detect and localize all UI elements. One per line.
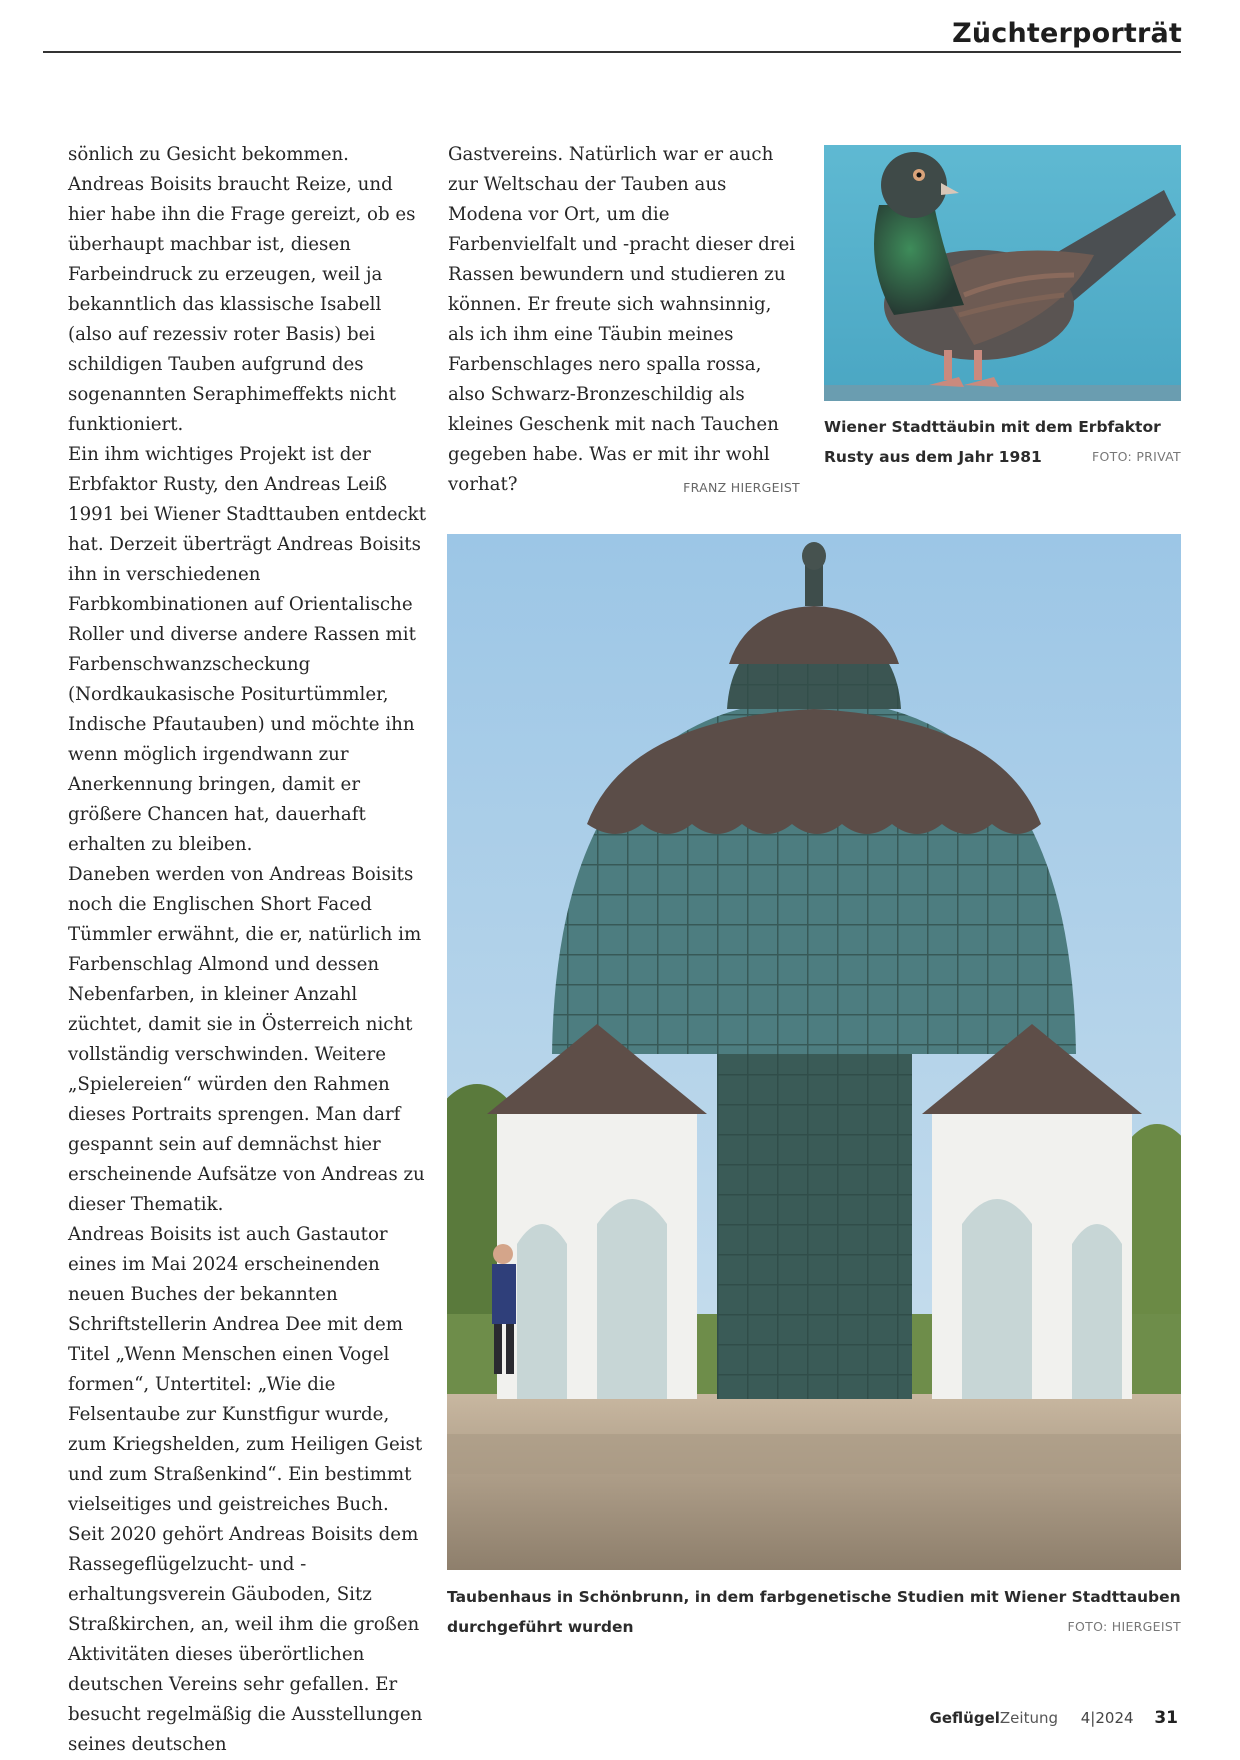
photo-credit: FOTO: PRIVAT <box>1092 449 1181 464</box>
pigeon-caption <box>824 412 1181 472</box>
pavilion-caption <box>447 1582 1181 1642</box>
issue-number: 4|2024 <box>1080 1709 1134 1727</box>
paragraph: Gastvereins. Natürlich war er auch zur Weltschau der Tauben aus Modena vor Ort, um die Farbenvielfalt und -pracht dieser drei Rassen bewundern und studieren zu können. Er freute sich wahnsinnig, als ich ihm eine Täubin meines Farbenschlages nero spalla rossa, also Schwarz-Bronzeschildig als kleines Geschenk mit nach Tauchen gegeben habe. Was er mit ihr wohl vorhat? <box>448 144 796 495</box>
caption-text: Wiener Stadttäubin mit dem Erbfaktor Rusty aus dem Jahr 1981 <box>824 418 1161 466</box>
magazine-name-bold: Geflügel <box>929 1709 1000 1727</box>
article-column-2 <box>448 140 800 503</box>
paragraph: Seit 2020 gehört Andreas Boisits dem Rassegeflügelzucht- und -erhaltungsverein Gäuboden, Sitz Straßkirchen, an, weil ihm die großen Aktivitäten dieses überörtlichen deutschen Vereins sehr gefallen. Er besucht regelmäßig die Ausstellungen seines deutschen <box>68 1524 423 1755</box>
paragraph: Daneben werden von Andreas Boisits noch die Englischen Short Faced Tümmler erwähnt, die er, natürlich im Farbenschlag Almond und dessen Nebenfarben, in kleiner Anzahl züchtet, damit sie in Österreich nicht vollständig verschwinden. Weitere „Spielereien“ würden den Rahmen dieses Portraits sprengen. Man darf gespannt sein auf demnächst hier erscheinende Aufsätze von Andreas zu dieser Thematik. <box>68 864 425 1215</box>
section-title: Züchterporträt <box>952 18 1182 49</box>
caption-text: Taubenhaus in Schönbrunn, in dem farbgenetische Studien mit Wiener Stadttauben durchgeführt wurden <box>447 1588 1181 1636</box>
paragraph: sönlich zu Gesicht bekommen. Andreas Boisits braucht Reize, und hier habe ihn die Frage gereizt, ob es überhaupt machbar ist, diesen Farbeindruck zu erzeugen, weil ja bekanntlich das klassische Isabell (also auf rezessiv roter Basis) bei schildigen Tauben aufgrund des sogenannten Seraphimeffekts nicht funktioniert. <box>68 144 416 435</box>
magazine-name-normal: Zeitung <box>999 1709 1058 1727</box>
pavilion-photo <box>447 534 1181 1570</box>
page-footer <box>930 1708 1178 1728</box>
paragraph: Andreas Boisits ist auch Gastautor eines im Mai 2024 erscheinenden neuen Buches der bekannten Schriftstellerin Andrea Dee mit dem Titel „Wenn Menschen einen Vogel formen“, Untertitel: „Wie die Felsentaube zur Kunstfigur wurde, zum Kriegshelden, zum Heiligen Geist und zum Straßenkind“. Ein bestimmt vielseitiges und geistreiches Buch. <box>68 1224 423 1515</box>
page-number: 31 <box>1154 1708 1178 1728</box>
photo-credit: FOTO: HIERGEIST <box>1067 1619 1181 1634</box>
pigeon-photo <box>824 145 1181 401</box>
author-byline: FRANZ HIERGEIST <box>683 480 800 495</box>
paragraph: Ein ihm wichtiges Projekt ist der Erbfaktor Rusty, den Andreas Leiß 1991 bei Wiener Stadttauben entdeckt hat. Derzeit überträgt Andreas Boisits ihn in verschiedenen Farbkombinationen auf Orientalische Roller und diverse andere Rassen mit Farbenschwanzscheckung (Nordkaukasische Positurtümmler, Indische Pfautauben) und möchte ihn wenn möglich irgendwann zur Anerkennung bringen, damit er größere Chancen hat, dauerhaft erhalten zu bleiben. <box>68 444 427 855</box>
header-rule <box>43 51 1181 53</box>
article-column-1 <box>68 140 428 1760</box>
